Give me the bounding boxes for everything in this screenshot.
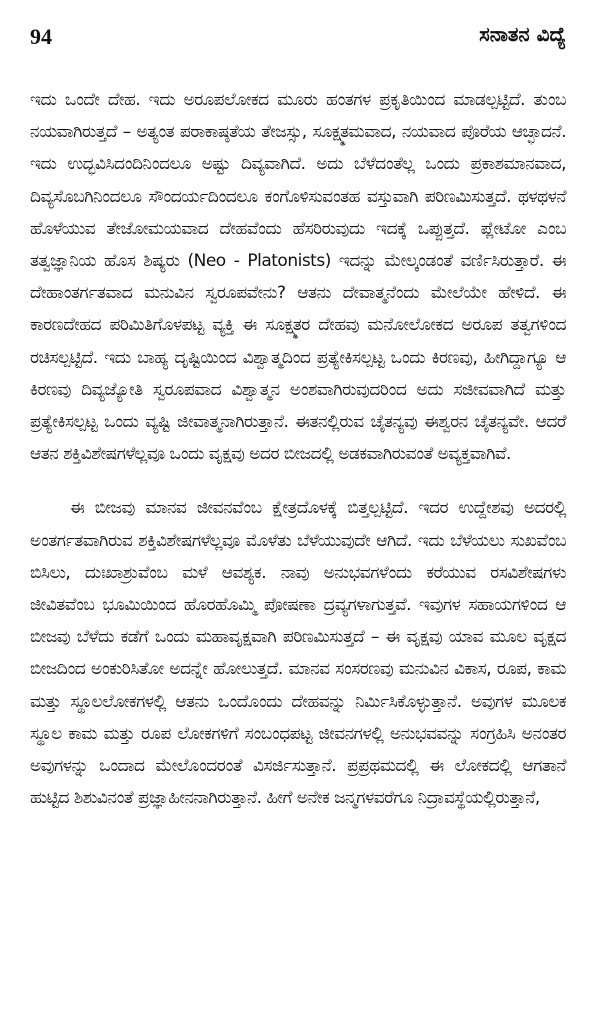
body-text	[30, 84, 566, 814]
paragraph-2: ಈ ಬೀಜವು ಮಾನವ ಜೀವನವೆಂಬ ಕ್ಷೇತ್ರದೊಳಕ್ಕೆ ಬಿತ್ತಲ್ಪಟ್ಟಿದೆ. ಇದರ ಉದ್ದೇಶವು ಅದರಲ್ಲಿ ಅಂತರ್ಗತವಾಗಿರುವ ಶಕ್ತಿವಿಶೇಷಗಳೆಲ್ಲವೂ ಮೊಳೆತು ಬೆಳೆಯುವುದೇ ಆಗಿದೆ. ಇದು ಬೆಳೆಯಲು ಸುಖವೆಂಬ ಬಿಸಿಲು, ದುಃಖಾಶ್ರುವೆಂಬ ಮಳೆ ಆವಶ್ಯಕ. ನಾವು ಅನುಭವಗಳೆಂದು ಕರೆಯುವ ರಸವಿಶೇಷಗಳು ಜೀವಿತವೆಂಬ ಭೂಮಿಯಿಂದ ಹೊರಹೊಮ್ಮಿ ಪೋಷಣಾ ದ್ರವ್ಯಗಳಾಗುತ್ತವೆ. ಇವುಗಳ ಸಹಾಯಗಳಿಂದ ಆ ಬೀಜವು ಬೆಳೆದು ಕಡೆಗೆ ಒಂದು ಮಹಾವೃಕ್ಷವಾಗಿ ಪರಿಣಮಿಸುತ್ತದೆ – ಈ ವೃಕ್ಷವು ಯಾವ ಮೂಲ ವೃಕ್ಷದ ಬೀಜದಿಂದ ಅಂಕುರಿಸಿತೋ ಅದನ್ನೇ ಹೋಲುತ್ತದೆ. ಮಾನವ ಸಂಸರಣವು ಮನುವಿನ ವಿಕಾಸ, ರೂಪ, ಕಾಮ ಮತ್ತು ಸ್ಥೂಲಲೋಕಗಳಲ್ಲಿ ಆತನು ಒಂದೊಂದು ದೇಹವನ್ನು ನಿರ್ಮಿಸಿಕೊಳ್ಳುತ್ತಾನೆ. ಅವುಗಳ ಮೂಲಕ ಸ್ಥೂಲ ಕಾಮ ಮತ್ತು ರೂಪ ಲೋಕಗಳಿಗೆ ಸಂಬಂಧಪಟ್ಟ ಜೀವನಗಳಲ್ಲಿ ಅನುಭವವನ್ನು ಸಂಗ್ರಹಿಸಿ ಅನಂತರ ಅವುಗಳನ್ನು ಒಂದಾದ ಮೇಲೊಂದರಂತೆ ವಿಸರ್ಜಿಸುತ್ತಾನೆ. ಪ್ರಪ್ರಥಮದಲ್ಲಿ ಈ ಲೋಕದಲ್ಲಿ ಆಗತಾನೆ ಹುಟ್ಟಿದ ಶಿಶುವಿನಂತೆ ಪ್ರಜ್ಞಾಹೀನನಾಗಿರುತ್ತಾನೆ. ಹೀಗೆ ಅನೇಕ ಜನ್ಮಗಳವರೆಗೂ ನಿದ್ರಾವಸ್ಥೆಯಲ್ಲಿರುತ್ತಾನೆ,	[30, 498, 566, 809]
paragraph-1: ಇದು ಒಂದೇ ದೇಹ. ಇದು ಅರೂಪಲೋಕದ ಮೂರು ಹಂತಗಳ ಪ್ರಕೃತಿಯಿಂದ ಮಾಡಲ್ಪಟ್ಟಿದೆ. ತುಂಬ ನಯವಾಗಿರುತ್ತದೆ – ಅತ್ಯಂತ ಪರಾಕಾಷ್ಠತೆಯ ತೇಜಸ್ಸು, ಸೂಕ್ಷ್ಮತಮವಾದ, ನಯವಾದ ಪೊರೆಯ ಆಚ್ಛಾದನೆ. ಇದು ಉದ್ಭವಿಸಿದಂದಿನಿಂದಲೂ ಅಷ್ಟು ದಿವ್ಯವಾಗಿದೆ. ಅದು ಬೆಳೆದಂತೆಲ್ಲ ಒಂದು ಪ್ರಕಾಶಮಾನವಾದ, ದಿವ್ಯಸೊಬಗಿನಿಂದಲೂ ಸೌಂದರ್ಯದಿಂದಲೂ ಕಂಗೊಳಿಸುವಂತಹ ವಸ್ತುವಾಗಿ ಪರಿಣಮಿಸುತ್ತದೆ. ಥಳಥಳನೆ ಹೊಳೆಯುವ ತೇಜೋಮಯವಾದ ದೇಹವೆಂದು ಹೆಸರಿರುವುದು ಇದಕ್ಕೆ ಒಪ್ಪುತ್ತದೆ. ಪ್ಲೇಟೋ ಎಂಬ ತತ್ವಜ್ಞಾನಿಯ ಹೊಸ ಶಿಷ್ಯರು (Neo - Platonists) ಇದನ್ನು ಮೇಲ್ಕಂಡಂತೆ ವರ್ಣಿಸಿರುತ್ತಾರೆ. ಈ ದೇಹಾಂತರ್ಗತವಾದ ಮನುವಿನ ಸ್ವರೂಪವೇನು? ಆತನು ದೇವಾತ್ಮನೆಂದು ಮೇಲೆಯೇ ಹೇಳಿದೆ. ಈ ಕಾರಣದೇಹದ ಪರಿಮಿತಿಗೊಳಪಟ್ಟ ವ್ಯಕ್ತಿ ಈ ಸೂಕ್ಷ್ಮತರ ದೇಹವು ಮನೋಲೋಕದ ಅರೂಪ ತತ್ವಗಳಿಂದ ರಚಿಸಲ್ಪಟ್ಟಿದೆ. ಇದು ಬಾಹ್ಯ ದೃಷ್ಟಿಯಿಂದ ವಿಶ್ವಾತ್ಮದಿಂದ ಪ್ರತ್ಯೇಕಿಸಲ್ಪಟ್ಟ ಒಂದು ಕಿರಣವು, ಹೀಗಿದ್ದಾಗ್ಯೂ ಆ ಕಿರಣವು ದಿವ್ಯಜ್ಯೋತಿ ಸ್ವರೂಪವಾದ ವಿಶ್ವಾತ್ಮನ ಅಂಶವಾಗಿರುವುದರಿಂದ ಅದು ಸಜೀವವಾಗಿದೆ ಮತ್ತು ಪ್ರತ್ಯೇಕಿಸಲ್ಪಟ್ಟ ಒಂದು ವ್ಯಷ್ಟಿ ಜೀವಾತ್ಮನಾಗಿರುತ್ತಾನೆ. ಈತನಲ್ಲಿರುವ ಚೈತನ್ಯವು ಈಶ್ವರನ ಚೈತನ್ಯವೇ. ಆದರೆ ಆತನ ಶಕ್ತಿವಿಶೇಷಗಳೆಲ್ಲವೂ ಒಂದು ವೃಕ್ಷವು ಅದರ ಬೀಜದಲ್ಲಿ ಅಡಕವಾಗಿರುವಂತೆ ಅವ್ಯಕ್ತವಾಗಿವೆ.	[30, 90, 566, 465]
running-title: ಸನಾತನ ವಿದ್ಯೆ	[479, 22, 566, 46]
page-number: 94	[30, 24, 52, 49]
page-header	[30, 0, 566, 62]
